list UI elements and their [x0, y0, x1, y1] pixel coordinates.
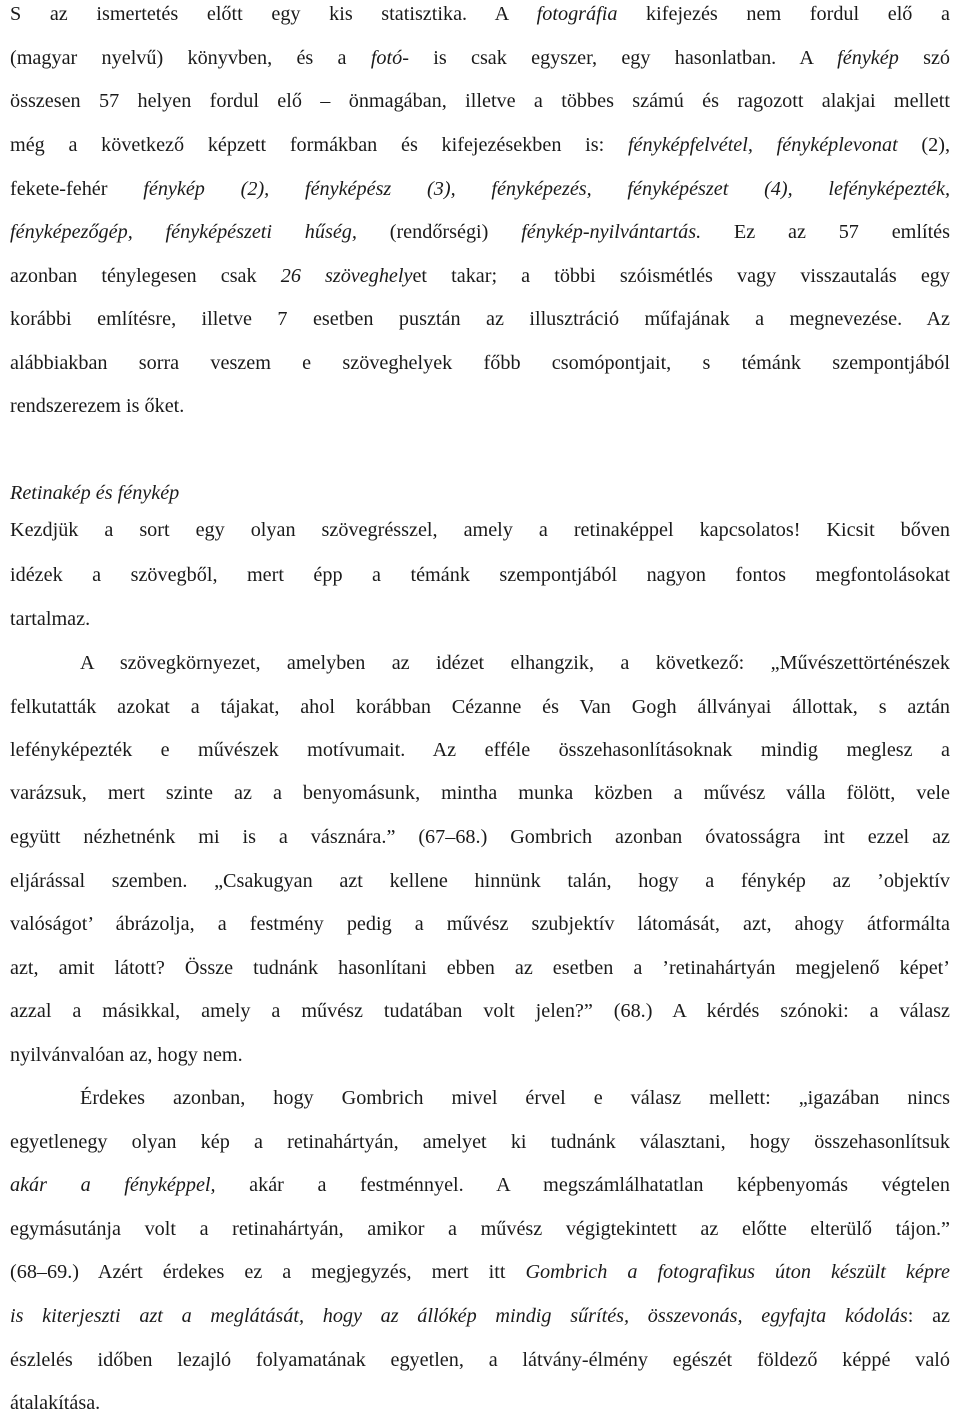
text-line — [10, 738, 950, 762]
text-line — [10, 1043, 950, 1067]
text-span: (magyar nyelvű) könyvben, és a — [10, 47, 371, 69]
text-span: akár a festménnyel. A megszámlálhatatlan képbenyomás végtelen — [215, 1174, 950, 1196]
text-line — [10, 394, 950, 418]
text-span: szó — [898, 47, 950, 69]
italic-text: Gombrich a fotografikus úton készült képre — [525, 1261, 950, 1283]
text-line — [10, 1391, 950, 1415]
text-line — [10, 133, 950, 157]
text-span: (rendőrségi) — [356, 221, 522, 243]
text-line — [10, 89, 950, 113]
text-line — [10, 1348, 950, 1372]
text-span: kifejezés nem fordul elő a — [617, 3, 950, 25]
text-line — [10, 869, 950, 893]
text-span: is csak egyszer, egy hasonlatban. A — [408, 47, 838, 69]
italic-text: fénykép (2), fényképész (3), fényképezés, fényképészet (4), lefényképezték, — [143, 178, 950, 200]
italic-text: fotográfia — [536, 3, 618, 25]
text-span: egymásutánja volt a retinahártyán, amikor a művész végigtekintett az előtte elterülő tájon.” — [10, 1218, 950, 1240]
italic-text: is kiterjeszti azt a meglátását, hogy az állókép mindig sűrítés, összevonás, egyfajta kódolás — [10, 1305, 908, 1327]
text-line — [10, 825, 950, 849]
text-line — [10, 1173, 950, 1197]
text-span: A szövegkörnyezet, amelyben az idézet elhangzik, a következő: „Művészettörténészek — [80, 652, 950, 674]
italic-text: fénykép-nyilvántartás. — [521, 221, 702, 243]
text-line — [10, 1260, 950, 1284]
text-span: észlelés időben lezajló folyamatának egyetlen, a látvány-élmény egészét földező képpé való — [10, 1349, 950, 1371]
text-span: korábbi említésre, illetve 7 esetben pusztán az illusztráció műfajának a megnevezése. Az — [10, 308, 950, 330]
text-line — [80, 1086, 950, 1110]
text-span: azt, amit látott? Össze tudnánk hasonlítani ebben az esetben a ’retinahártyán megjelenő képet’ — [10, 957, 950, 979]
text-span: együtt nézhetnénk mi is a vásznára.” (67–68.) Gombrich azonban óvatosságra int ezzel az — [10, 826, 950, 848]
text-line — [10, 607, 950, 631]
text-line — [10, 518, 950, 542]
italic-text: fényképezőgép, fényképészeti hűség, — [10, 221, 357, 243]
text-line — [10, 999, 950, 1023]
text-span: varázsuk, mert szinte az a benyomásunk, mintha munka közben a művész válla fölött, vele — [10, 782, 950, 804]
text-span: fekete-fehér — [10, 178, 144, 200]
text-span: alábbiakban sorra veszem e szöveghelyek főbb csomópontjait, s témánk szempontjából — [10, 352, 950, 374]
italic-text: 26 szöveghely — [280, 265, 413, 287]
text-span: még a következő képzett formákban és kifejezésekben is: — [10, 134, 628, 156]
section-heading: Retinakép és fénykép — [10, 482, 180, 504]
text-span: (68–69.) Azért érdekes ez a megjegyzés, mert itt — [10, 1261, 526, 1283]
text-line — [10, 46, 950, 70]
text-line — [10, 1217, 950, 1241]
text-span: S az ismertetés előtt egy kis statisztika. A — [10, 3, 537, 25]
text-span: Ez az 57 említés — [701, 221, 950, 243]
text-span: átalakítása. — [10, 1392, 101, 1414]
text-line — [80, 651, 950, 675]
text-span: : az — [907, 1305, 950, 1327]
text-line — [10, 1130, 950, 1154]
text-line — [10, 177, 950, 201]
text-span: valóságot’ ábrázolja, a festmény pedig a művész szubjektív látomását, azt, ahogy átformálta — [10, 913, 950, 935]
text-span: felkutatták azokat a tájakat, ahol korábban Cézanne és Van Gogh állványai állottak, s aztán — [10, 696, 950, 718]
text-span: et takar; a többi szóismétlés vagy visszautalás egy — [412, 265, 950, 287]
text-span: Kezdjük a sort egy olyan szövegrésszel, amely a retinaképpel kapcsolatos! Kicsit bőven — [10, 519, 950, 541]
text-line — [10, 220, 950, 244]
text-span: (2), — [897, 134, 950, 156]
text-span: rendszerezem is őket. — [10, 395, 185, 417]
text-line — [10, 695, 950, 719]
text-line — [10, 351, 950, 375]
text-line — [10, 307, 950, 331]
italic-text: fénykép — [837, 47, 899, 69]
text-span: azzal a másikkal, amely a művész tudatában volt jelen?” (68.) A kérdés szónoki: a válasz — [10, 1000, 950, 1022]
text-span: egyetlenegy olyan kép a retinahártyán, amelyet ki tudnánk választani, hogy összehasonlítsuk — [10, 1131, 950, 1153]
text-span: lefényképezték e művészek motívumait. Az efféle összehasonlításoknak mindig meglesz a — [10, 739, 950, 761]
text-span: azonban ténylegesen csak — [10, 265, 281, 287]
text-span: Érdekes azonban, hogy Gombrich mivel érvel e válasz mellett: „igazában nincs — [80, 1087, 950, 1109]
italic-text: akár a fényképpel, — [10, 1174, 216, 1196]
text-span: eljárással szemben. „Csakugyan azt kellene hinnünk talán, hogy a fénykép az ’objektív — [10, 870, 950, 892]
text-line — [10, 781, 950, 805]
text-span: nyilvánvalóan az, hogy nem. — [10, 1044, 243, 1066]
italic-text: fényképfelvétel, fényképlevonat — [627, 134, 898, 156]
text-span: összesen 57 helyen fordul elő – önmagában, illetve a többes számú és ragozott alakjai mellett — [10, 90, 950, 112]
text-line — [10, 956, 950, 980]
text-span: idézek a szövegből, mert épp a témánk szempontjából nagyon fontos megfontolásokat — [10, 564, 950, 586]
text-line — [10, 2, 950, 26]
text-span: tartalmaz. — [10, 608, 91, 630]
italic-text: fotó- — [370, 47, 409, 69]
text-line — [10, 264, 950, 288]
text-line — [10, 912, 950, 936]
text-line — [10, 1304, 950, 1328]
text-line — [10, 563, 950, 587]
